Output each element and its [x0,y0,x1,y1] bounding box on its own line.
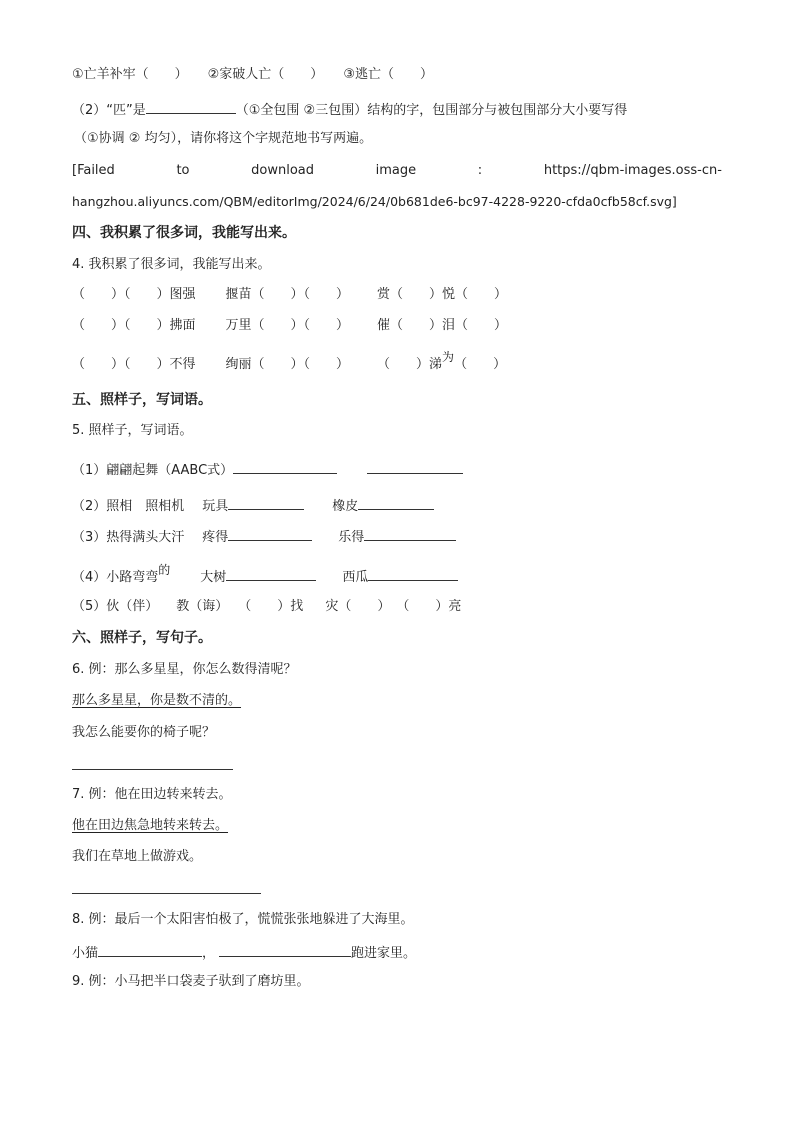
q7-example-answer: 他在田边焦急地转来转去。 [72,818,229,833]
q7-task: 我们在草地上做游戏。 [72,849,203,864]
option-1: ①亡羊补牢（ ） [72,67,188,82]
option-3: ③逃亡（ ） [343,67,433,82]
option-2: ②家破人亡（ ） [207,67,324,82]
answer-blank[interactable] [358,495,434,510]
q5-line-1: （1）翩翩起舞（AABC式） [72,459,463,480]
answer-blank[interactable] [364,526,456,541]
word-item: （ ）（ ）拂面 [72,318,196,333]
answer-blank[interactable] [98,942,202,957]
answer-blank[interactable] [226,566,316,581]
failed-image-line: [Failed to download image : https://qbm-images.oss-cn- [72,163,722,178]
word-item: （ ）（ ）图强 [72,287,196,302]
q3-part2-line-2: （①协调 ② 均匀），请你将这个字规范地书写两遍。 [74,131,373,146]
question-5: 5. 照样子，写词语。 [72,423,193,438]
word-item: 绚丽（ ）（ ） [225,357,350,372]
structure-blank[interactable] [146,99,236,114]
word-row-2 [72,317,507,335]
q5-line-4: （4）小路弯弯的 大树 西瓜 [72,566,458,587]
section-5-heading: 五、照样子，写词语。 [72,392,212,408]
failed-image-url: hangzhou.aliyuncs.com/QBM/editorImg/2024/6/24/0b681de6-bc97-4228-9220-cfda0cfb58cf.svg] [72,194,677,209]
answer-blank[interactable] [368,566,458,581]
answer-blank[interactable] [367,459,463,474]
question-4: 4. 我积累了很多词，我能写出来。 [72,257,271,272]
word-row-3 [72,350,507,374]
answer-blank[interactable] [228,526,312,541]
section-4-heading: 四、我积累了很多词，我能写出来。 [72,225,296,241]
question-8: 8. 例：最后一个太阳害怕极了，慌慌张张地躲进了大海里。 [72,912,414,927]
question-6: 6. 例：那么多星星，你怎么数得清呢？ [72,662,297,677]
word-row-1 [72,286,507,304]
word-item: （ ）涕 [377,357,443,372]
answer-blank[interactable] [233,459,337,474]
word-item: 催（ ）泪（ ） [377,318,508,333]
q5-line-3: （3）热得满头大汗 疼得 乐得 [72,526,456,547]
question-7: 7. 例：他在田边转来转去。 [72,787,232,802]
answer-blank[interactable] [219,942,351,957]
q7-answer-line[interactable] [72,893,261,894]
word-item: 万里（ ）（ ） [225,318,350,333]
q5-line-2: （2）照相 照相机 玩具 橡皮 [72,495,434,516]
q3-options-line [72,66,433,84]
superscript-char: 为 [442,350,455,364]
q5-line-5: （5）伙（伴） 教（诲） （ ）找 灾（ ） （ ）亮 [72,599,462,614]
answer-blank[interactable] [228,495,304,510]
question-9: 9. 例：小马把半口袋麦子驮到了磨坊里。 [72,974,310,989]
q6-task: 我怎么能要你的椅子呢？ [72,725,216,740]
word-item: 赏（ ）悦（ ） [377,287,508,302]
word-item: （ ）（ ）不得 [72,357,196,372]
q6-answer-line[interactable] [72,769,233,770]
section-6-heading: 六、照样子，写句子。 [72,630,212,646]
q8-task: 小猫 ， 跑进家里。 [72,942,416,963]
q3-part2-line: （2）“匹”是 （①全包围 ②三包围）结构的字，包围部分与被包围部分大小要写得 [72,99,627,120]
word-item: （ ） [454,357,507,372]
word-item: 揠苗（ ）（ ） [225,287,350,302]
superscript-char: 的 [158,563,171,577]
q6-example-answer: 那么多星星，你是数不清的。 [72,693,242,708]
